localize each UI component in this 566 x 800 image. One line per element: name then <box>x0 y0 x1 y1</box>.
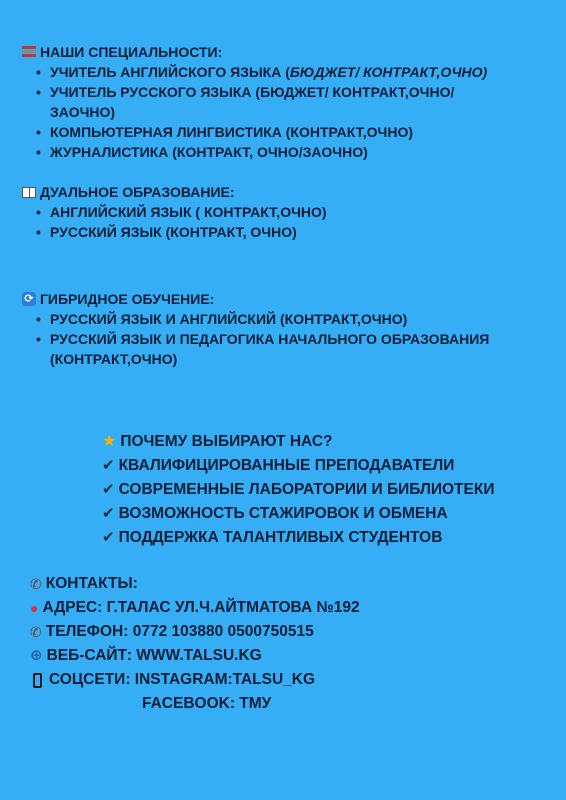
dual-section <box>22 182 552 242</box>
check-icon: ✔ <box>102 481 115 498</box>
address-row <box>30 596 550 620</box>
specialties-heading <box>22 42 552 62</box>
social-row <box>30 668 550 692</box>
why-item: ✔ ПОДДЕРЖКА ТАЛАНТЛИВЫХ СТУДЕНТОВ <box>102 526 552 550</box>
why-heading <box>102 430 552 454</box>
why-item: ✔ СОВРЕМЕННЫЕ ЛАБОРАТОРИИ И БИБЛИОТЕКИ <box>102 478 552 502</box>
dual-title: ДУАЛЬНОЕ ОБРАЗОВАНИЕ: <box>40 184 235 200</box>
hybrid-title: ГИБРИДНОЕ ОБУЧЕНИЕ: <box>40 291 215 307</box>
social-row-2 <box>30 692 550 716</box>
phone-text: ТЕЛЕФОН: 0772 103880 0500750515 <box>45 623 314 640</box>
list-item: • УЧИТЕЛЬ РУССКОГО ЯЗЫКА (БЮДЖЕТ/ КОНТРАКТ,ОЧНО/ ЗАОЧНО) <box>36 82 552 122</box>
check-icon: ✔ <box>102 505 115 522</box>
why-section <box>102 430 552 550</box>
check-icon: ✔ <box>102 457 115 474</box>
pin-icon: ● <box>30 600 39 616</box>
phone-icon: ✆ <box>30 576 42 592</box>
books-icon <box>22 46 36 58</box>
mobile-phone-icon <box>33 673 42 688</box>
list-item: • РУССКИЙ ЯЗЫК И ПЕДАГОГИКА НАЧАЛЬНОГО ОБРАЗОВАНИЯ (КОНТРАКТ,ОЧНО) <box>36 329 552 369</box>
social-text: СОЦСЕТИ: INSTAGRAM:TALSU_KG <box>49 671 316 688</box>
check-icon: ✔ <box>102 529 115 546</box>
specialties-title: НАШИ СПЕЦИАЛЬНОСТИ: <box>40 44 223 60</box>
list-item: • УЧИТЕЛЬ АНГЛИЙСКОГО ЯЗЫКА (БЮДЖЕТ/ КОНТРАКТ,ОЧНО) <box>36 62 552 82</box>
hybrid-heading <box>22 289 552 309</box>
why-item: ✔ КВАЛИФИЦИРОВАННЫЕ ПРЕПОДАВАТЕЛИ <box>102 454 552 478</box>
why-item: ✔ ВОЗМОЖНОСТЬ СТАЖИРОВОК И ОБМЕНА <box>102 502 552 526</box>
globe-icon: ⊕ <box>30 647 43 664</box>
hybrid-list <box>22 309 552 369</box>
list-item: • КОМПЬЮТЕРНАЯ ЛИНГВИСТИКА (КОНТРАКТ,ОЧНО) <box>36 122 552 142</box>
dual-list <box>22 202 552 242</box>
website-row <box>30 644 550 668</box>
why-title: ПОЧЕМУ ВЫБИРАЮТ НАС? <box>120 433 333 450</box>
contacts-section <box>30 572 550 716</box>
phone-row <box>30 620 550 644</box>
list-item: • АНГЛИЙСКИЙ ЯЗЫК ( КОНТРАКТ,ОЧНО) <box>36 202 552 222</box>
social-text-2: FACEBOOK: ТМУ <box>142 695 272 712</box>
list-item: • РУССКИЙ ЯЗЫК (КОНТРАКТ, ОЧНО) <box>36 222 552 242</box>
star-icon: ★ <box>102 433 117 450</box>
list-item: • РУССКИЙ ЯЗЫК И АНГЛИЙСКИЙ (КОНТРАКТ,ОЧНО) <box>36 309 552 329</box>
refresh-icon: ⟳ <box>22 292 36 306</box>
specialties-section <box>22 42 552 162</box>
phone-icon: ✆ <box>30 624 42 640</box>
contacts-heading <box>30 572 550 596</box>
website-text: ВЕБ-САЙТ: WWW.TALSU.KG <box>46 647 262 664</box>
open-book-icon <box>22 187 36 198</box>
specialties-list <box>22 62 552 162</box>
address-text: АДРЕС: Г.ТАЛАС УЛ.Ч.АЙТМАТОВА №192 <box>42 599 360 616</box>
hybrid-section <box>22 289 552 369</box>
list-item: • ЖУРНАЛИСТИКА (КОНТРАКТ, ОЧНО/ЗАОЧНО) <box>36 142 552 162</box>
contacts-title: КОНТАКТЫ: <box>45 575 138 592</box>
dual-heading <box>22 182 552 202</box>
